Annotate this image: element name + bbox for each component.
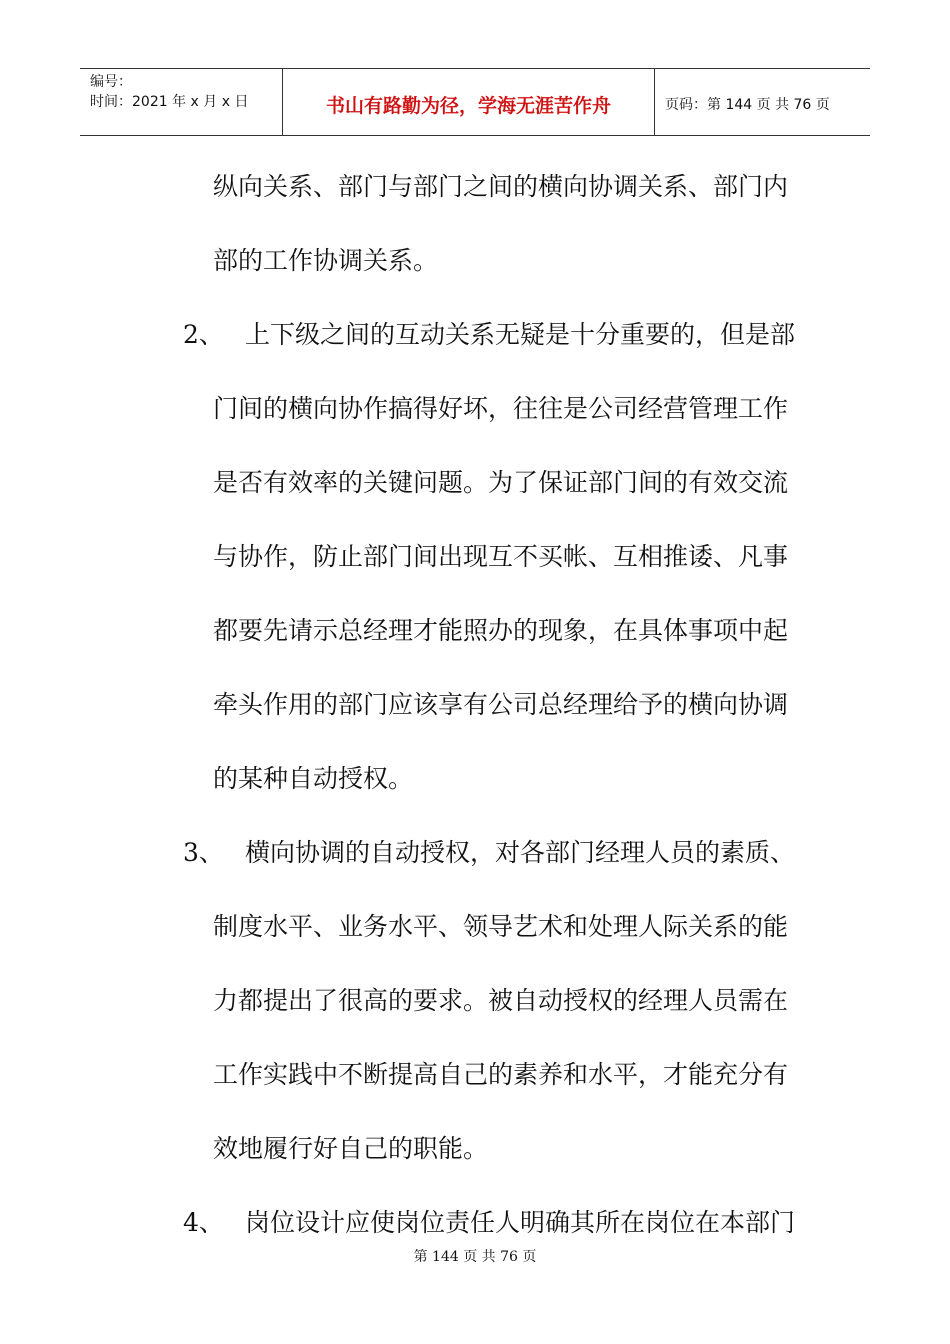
body-line: 横向协调的自动授权，对各部门经理人员的素质、 [245,838,796,867]
body-line: 牵头作用的部门应该享有公司总经理给予的横向协调 [213,690,789,719]
body-line: 门间的横向协作搞得好坏，往往是公司经营管理工作 [213,394,789,423]
header-page-info: 页码：第 144 页 共 76 页 [665,97,830,113]
body-line: 的某种自动授权。 [213,764,414,793]
body-line: 岗位设计应使岗位责任人明确其所在岗位在本部门 [245,1208,796,1237]
body-line: 效地履行好自己的职能。 [213,1134,489,1163]
body-line: 工作实践中不断提高自己的素养和水平，才能充分有 [213,1060,789,1089]
body-line: 与协作，防止部门间出现互不买帐、互相推诿、凡事 [213,542,789,571]
code-label: 编号： [90,74,132,90]
body-line: 制度水平、业务水平、领导艺术和处理人际关系的能 [213,912,789,941]
body-line: 力都提出了很高的要求。被自动授权的经理人员需在 [213,986,789,1015]
item-number: 4、 [183,1208,224,1237]
page-header [80,68,870,136]
body-line: 部的工作协调关系。 [213,246,439,275]
item-number: 3、 [183,838,224,867]
body-line: 纵向关系、部门与部门之间的横向协调关系、部门内 [213,172,789,201]
body-line: 上下级之间的互动关系无疑是十分重要的，但是部 [245,320,796,349]
page-footer: 第 144 页 共 76 页 [413,1249,537,1265]
header-meta [80,69,283,135]
item-number: 2、 [183,320,224,349]
date-label: 时间：2021 年 x 月 x 日 [90,94,249,110]
body-line: 都要先请示总经理才能照办的现象，在具体事项中起 [213,616,789,645]
body-line: 是否有效率的关键问题。为了保证部门间的有效交流 [213,468,789,497]
header-motto: 书山有路勤为径，学海无涯苦作舟 [283,69,655,135]
